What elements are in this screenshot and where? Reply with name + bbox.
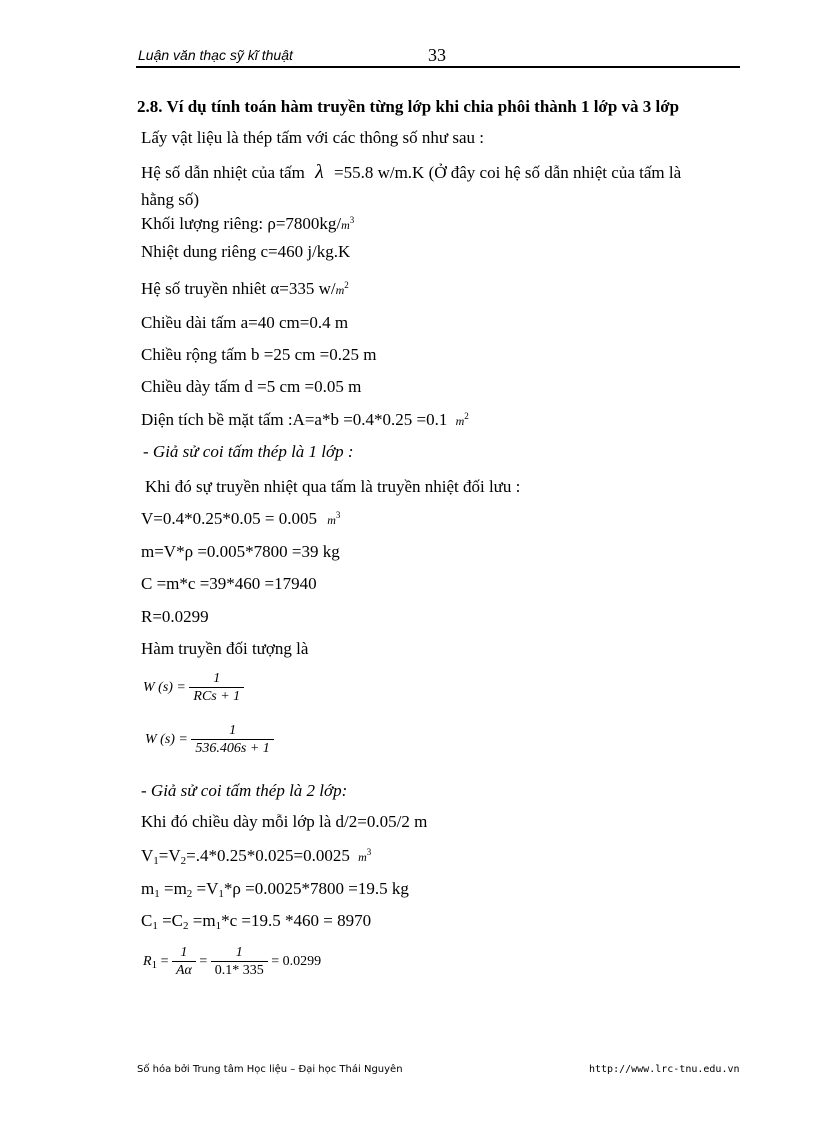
area-exponent: 2 — [464, 411, 469, 421]
tf1-fraction — [189, 671, 244, 705]
c-symbol: C — [141, 911, 153, 930]
area-line — [141, 410, 469, 430]
thickness-line: Chiều dày tấm d =5 cm =0.05 m — [141, 377, 362, 396]
m1-subscript: 1 — [154, 888, 160, 900]
tf1-numerator: 1 — [213, 671, 221, 686]
two-layer-heading: - Giả sử coi tấm thép là 2 lớp: — [141, 781, 348, 800]
c2-subscript: 2 — [183, 920, 189, 932]
conductivity-value: =55.8 w/m.K (Ở đây coi hệ số dẫn nhiệt của tấm là — [333, 163, 682, 182]
conductivity-line — [141, 161, 681, 184]
layer-mass-line — [141, 879, 409, 900]
tf2-fraction — [191, 723, 273, 757]
page-number: 33 — [428, 45, 446, 65]
r1-subscript: 1 — [151, 959, 158, 972]
length-line: Chiều dài tấm a=40 cm=0.4 m — [141, 313, 349, 332]
heat-capacity-value: *c =19.5 *460 = 8970 — [221, 911, 372, 930]
section-heading: 2.8. Ví dụ tính toán hàm truyền từng lớp khi chia phôi thành 1 lớp và 3 lớp — [137, 97, 680, 116]
heat-capacity-line: C =m*c =39*460 =17940 — [141, 574, 317, 593]
r-fraction-1 — [172, 945, 196, 979]
resistance-line: R=0.0299 — [141, 607, 209, 626]
density-line — [141, 214, 354, 234]
volume-line — [141, 509, 340, 529]
volume-exponent: 3 — [335, 510, 341, 520]
layer-volume-exponent: 3 — [366, 847, 372, 857]
layer-heat-capacity-line — [141, 911, 371, 932]
transfer-text: Hệ số truyền nhiêt α=335 w/ — [141, 279, 336, 298]
v2-symbol: =V — [158, 846, 181, 865]
one-layer-heading: - Giả sử coi tấm thép là 1 lớp : — [143, 442, 354, 461]
r-fraction-1-numerator: 1 — [180, 945, 188, 960]
lambda-symbol: λ — [315, 161, 324, 183]
tf2-lhs: W (s) = — [145, 732, 188, 748]
volume-unit: m — [327, 513, 336, 527]
c2-symbol: =C — [157, 911, 184, 930]
v1-subscript: 1 — [153, 855, 159, 867]
r-fraction-2-numerator: 1 — [235, 945, 243, 960]
footer-source: Số hóa bởi Trung tâm Học liệu – Đại học Thái Nguyên — [137, 1064, 403, 1075]
r-fraction-1-denominator: Aα — [172, 961, 196, 979]
r-symbol: R — [143, 954, 152, 970]
area-unit: m — [455, 414, 465, 428]
r-equals: = — [160, 954, 169, 970]
transfer-exponent: 2 — [344, 280, 349, 290]
one-layer-description: Khi đó sự truyền nhiệt qua tấm là truyền nhiệt đối lưu : — [145, 477, 521, 496]
tf1-lhs: W (s) = — [143, 680, 186, 696]
footer-url[interactable]: http://www.lrc-tnu.edu.vn — [589, 1064, 740, 1075]
layer-resistance-equation — [143, 945, 321, 979]
density-exponent: 3 — [349, 215, 355, 225]
m1-symbol: =m — [188, 911, 216, 930]
r-equals-2: = — [199, 954, 208, 970]
transfer-coefficient-line — [141, 279, 349, 299]
density-text: Khối lượng riêng: ρ=7800kg/ — [141, 214, 342, 233]
transfer-function-label: Hàm truyền đối tượng là — [141, 639, 309, 658]
v1-symbol: =V — [192, 879, 219, 898]
m2-subscript: 2 — [186, 888, 193, 900]
specific-heat-line: Nhiệt dung riêng c=460 j/kg.K — [141, 242, 351, 261]
m-symbol: m — [141, 879, 155, 898]
layer-volume-unit: m — [358, 850, 367, 864]
volume-value: =.4*0.25*0.025=0.0025 — [186, 846, 350, 865]
m2-symbol: =m — [159, 879, 187, 898]
v-symbol: V — [141, 846, 154, 865]
density-unit: m — [341, 218, 350, 232]
volume-text: V=0.4*0.25*0.05 = 0.005 — [141, 509, 317, 528]
area-text: Diện tích bề mặt tấm :A=a*b =0.4*0.25 =0.1 — [141, 410, 448, 429]
mass-value: *ρ =0.0025*7800 =19.5 kg — [223, 879, 409, 898]
header-title: Luận văn thạc sỹ kĩ thuật — [138, 47, 293, 63]
c1-subscript: 1 — [152, 920, 158, 932]
tf1-denominator: RCs + 1 — [189, 687, 244, 705]
tf2-denominator: 536.406s + 1 — [191, 739, 273, 757]
transfer-unit: m — [335, 283, 345, 297]
two-layer-description: Khi đó chiều dày mỗi lớp là d/2=0.05/2 m — [141, 812, 428, 831]
v2-subscript: 2 — [180, 855, 187, 867]
r-fraction-2 — [211, 945, 268, 979]
header-rule — [136, 66, 740, 68]
r-result: = 0.0299 — [271, 954, 322, 970]
transfer-function-2 — [145, 723, 274, 757]
transfer-function-1 — [143, 671, 244, 705]
layer-volume-line — [141, 846, 371, 867]
m1-subscript-heat: 1 — [215, 920, 222, 932]
v1-subscript-mass: 1 — [218, 888, 224, 900]
conductivity-label: Hệ số dẫn nhiệt của tấm — [141, 163, 305, 182]
width-line: Chiều rộng tấm b =25 cm =0.25 m — [141, 345, 377, 364]
tf2-numerator: 1 — [229, 723, 237, 738]
intro-line: Lấy vật liệu là thép tấm với các thông số như sau : — [141, 128, 485, 147]
r-fraction-2-denominator: 0.1* 335 — [211, 961, 268, 979]
conductivity-continuation: hằng số) — [141, 190, 200, 209]
mass-line: m=V*ρ =0.005*7800 =39 kg — [141, 542, 340, 561]
